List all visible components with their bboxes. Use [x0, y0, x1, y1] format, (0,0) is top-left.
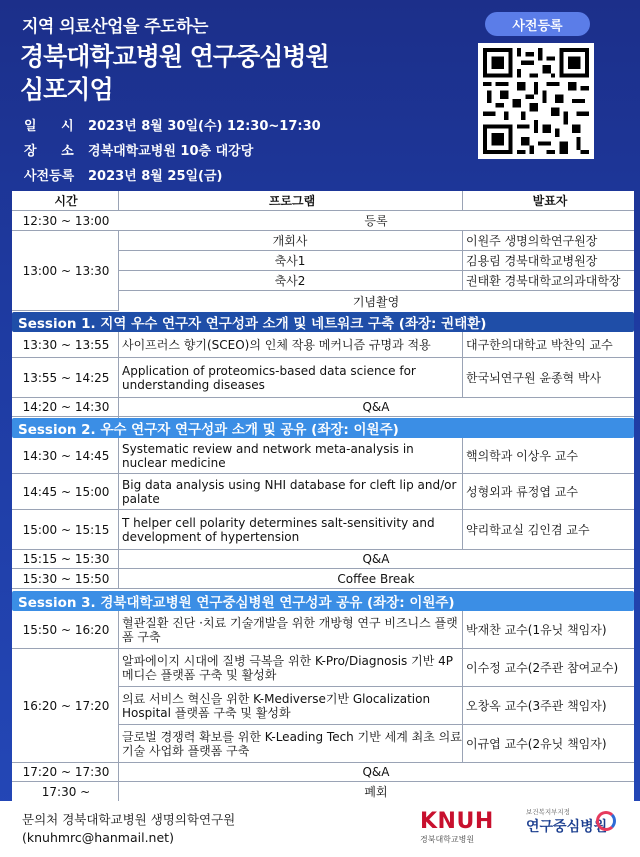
program-table — [12, 191, 634, 801]
table-row — [12, 211, 634, 231]
session1-header: Session 1. 지역 우수 연구자 연구성과 소개 및 네트워크 구축 (좌장: 권태환) — [12, 312, 634, 332]
table-row — [118, 271, 634, 291]
row-speaker: 권태환 경북대학교의과대학장 — [466, 274, 621, 288]
divider — [118, 611, 119, 801]
row-speaker: 이원주 생명의학연구원장 — [466, 234, 598, 248]
info-prereg-value: 2023년 8월 25일(금) — [88, 169, 223, 184]
row-program: Q&A — [362, 765, 390, 779]
divider — [462, 191, 463, 211]
poster-header — [0, 0, 640, 188]
info-place-label: 장 소 — [24, 144, 84, 159]
row-speaker: 핵의학과 이상우 교수 — [466, 449, 578, 463]
table-header-row — [12, 191, 634, 211]
table-row — [118, 649, 634, 687]
table-row — [12, 358, 634, 398]
info-place-value: 경북대학교병원 10층 대강당 — [88, 144, 254, 159]
qr-code[interactable] — [478, 43, 594, 159]
knuh-logo — [420, 809, 505, 849]
header-title-line2: 심포지엄 — [20, 75, 113, 104]
rch-logo-subtext: 보건복지부지정 — [526, 808, 570, 816]
row-time: 14:45 ~ 15:00 — [22, 484, 110, 499]
col-speaker-header: 발표자 — [532, 194, 568, 208]
table-row — [12, 550, 634, 569]
info-prereg — [24, 162, 321, 187]
table-row — [12, 474, 634, 510]
divider — [462, 231, 463, 291]
row-speaker: 이규엽 교수(2유닛 책임자) — [466, 737, 607, 751]
table-row — [12, 611, 634, 649]
contact-email[interactable]: (knuhmrc@hanmail.net) — [22, 830, 174, 845]
row-program: 등록 — [364, 214, 388, 228]
table-row — [12, 569, 634, 589]
row-program: Coffee Break — [337, 571, 415, 586]
session3-header: Session 3. 경북대학교병원 연구중심병원 연구성과 공유 (좌장: 이원주) — [12, 591, 634, 611]
session2-header: Session 2. 우수 연구자 연구성과 소개 및 공유 (좌장: 이원주) — [12, 418, 634, 438]
row-time: 15:15 ~ 15:30 — [22, 552, 110, 566]
row-time: 15:50 ~ 16:20 — [22, 622, 110, 637]
row-program: Q&A — [362, 552, 390, 566]
table-row — [118, 231, 634, 251]
knuh-logo-subtext: 경북대학교병원 — [420, 835, 475, 844]
contact-info — [22, 811, 235, 847]
row-speaker: 성형외과 류정엽 교수 — [466, 485, 578, 499]
poster-footer — [0, 801, 640, 857]
row-speaker: 한국뇌연구원 윤종혁 박사 — [466, 371, 602, 385]
event-info — [24, 112, 321, 187]
col-time-header: 시간 — [54, 194, 78, 208]
row-speaker: 박재찬 교수(1유닛 책임자) — [466, 623, 607, 637]
table-row — [118, 251, 634, 271]
table-row — [12, 398, 634, 417]
header-title-line1: 경북대학교병원 연구중심병원 — [20, 42, 329, 71]
table-row — [118, 725, 634, 763]
row-speaker: 대구한의대학교 박찬익 교수 — [466, 338, 613, 352]
row-time: 14:20 ~ 14:30 — [22, 400, 110, 414]
row-time: 12:30 ~ 13:00 — [22, 213, 110, 228]
row-speaker: 이수정 교수(2주관 참여교수) — [466, 661, 619, 675]
qr-code-image — [483, 48, 589, 154]
divider — [462, 438, 463, 550]
info-place — [24, 137, 321, 162]
row-time: 13:30 ~ 13:55 — [22, 337, 110, 352]
divider — [118, 332, 119, 418]
table-row — [12, 332, 634, 358]
row-time: 15:00 ~ 15:15 — [22, 522, 110, 537]
divider — [118, 231, 119, 311]
row-program: Q&A — [362, 400, 390, 414]
research-hospital-logo — [526, 807, 618, 851]
row-program: 축사1 — [274, 254, 306, 268]
row-program: 알파에이지 시대에 질병 극복을 위한 K-Pro/Diagnosis 기반 4P 메디슨 플랫폼 구축 및 활성화 — [122, 653, 453, 682]
col-program-header: 프로그램 — [268, 193, 316, 208]
row-speaker: 약리학교실 김인겸 교수 — [466, 523, 590, 537]
row-time: 15:30 ~ 15:50 — [22, 571, 110, 586]
row-program: 글로벌 경쟁력 확보를 위한 K-Leading Tech 기반 세계 최초 의료기술 사업화 플랫폼 구축 — [122, 729, 462, 758]
table-row — [12, 438, 634, 474]
row-program: 개회사 — [272, 234, 308, 248]
row-time: 17:30 ~ — [41, 784, 91, 799]
group-time: 16:20 ~ 17:20 — [22, 698, 110, 713]
row-time: 13:55 ~ 14:25 — [22, 370, 110, 385]
info-prereg-label: 사전등록 — [24, 169, 75, 184]
table-row — [12, 782, 634, 801]
table-row — [118, 687, 634, 725]
row-time: 14:30 ~ 14:45 — [22, 448, 110, 463]
row-program: 폐회 — [364, 785, 388, 799]
row-time: 17:20 ~ 17:30 — [22, 765, 110, 779]
row-program: Big data analysis using NHI database for cleft lip and/or palate — [122, 477, 457, 506]
info-date — [24, 112, 321, 137]
header-subtitle: 지역 의료산업을 주도하는 — [22, 17, 208, 37]
row-program: T helper cell polarity determines salt-sensitivity and development of hypertension — [122, 515, 435, 544]
row-program: 기념촬영 — [352, 294, 400, 309]
divider — [118, 438, 119, 589]
table-row — [12, 763, 634, 782]
table-row — [118, 291, 634, 311]
row-speaker: 오창옥 교수(3주관 책임자) — [466, 699, 607, 713]
row-program: 의료 서비스 혁신을 위한 K-Mediverse기반 Glocalization Hospital 플랫폼 구축 및 활성화 — [122, 691, 431, 720]
row-program: Application of proteomics-based data science for understanding diseases — [122, 363, 416, 392]
divider — [462, 332, 463, 398]
divider — [118, 191, 119, 211]
info-date-label: 일 시 — [24, 119, 84, 134]
row-program: Systematic review and network meta-analysis in nuclear medicine — [122, 441, 414, 470]
knuh-logo-text: KNUH — [420, 809, 494, 834]
info-date-value: 2023년 8월 30일(수) 12:30~17:30 — [88, 119, 321, 134]
row-program: 사이프러스 향기(SCEO)의 인체 작용 메커니즘 규명과 적용 — [122, 337, 431, 352]
contact-line1: 문의처 경북대학교병원 생명의학연구원 — [22, 812, 236, 827]
rch-logo-icon — [596, 811, 616, 831]
row-program: 혈관질환 진단 ·치료 기술개발을 위한 개방형 연구 비즈니스 플랫폼 구축 — [122, 615, 458, 644]
header-title — [20, 40, 329, 106]
prereg-badge: 사전등록 — [485, 12, 590, 36]
rch-logo-text: 연구중심병원 — [526, 819, 608, 835]
row-program: 축사2 — [274, 274, 306, 288]
table-row — [12, 510, 634, 550]
divider — [462, 611, 463, 763]
row-speaker: 김용림 경북대학교병원장 — [466, 254, 598, 268]
opening-time: 13:00 ~ 13:30 — [12, 231, 118, 311]
